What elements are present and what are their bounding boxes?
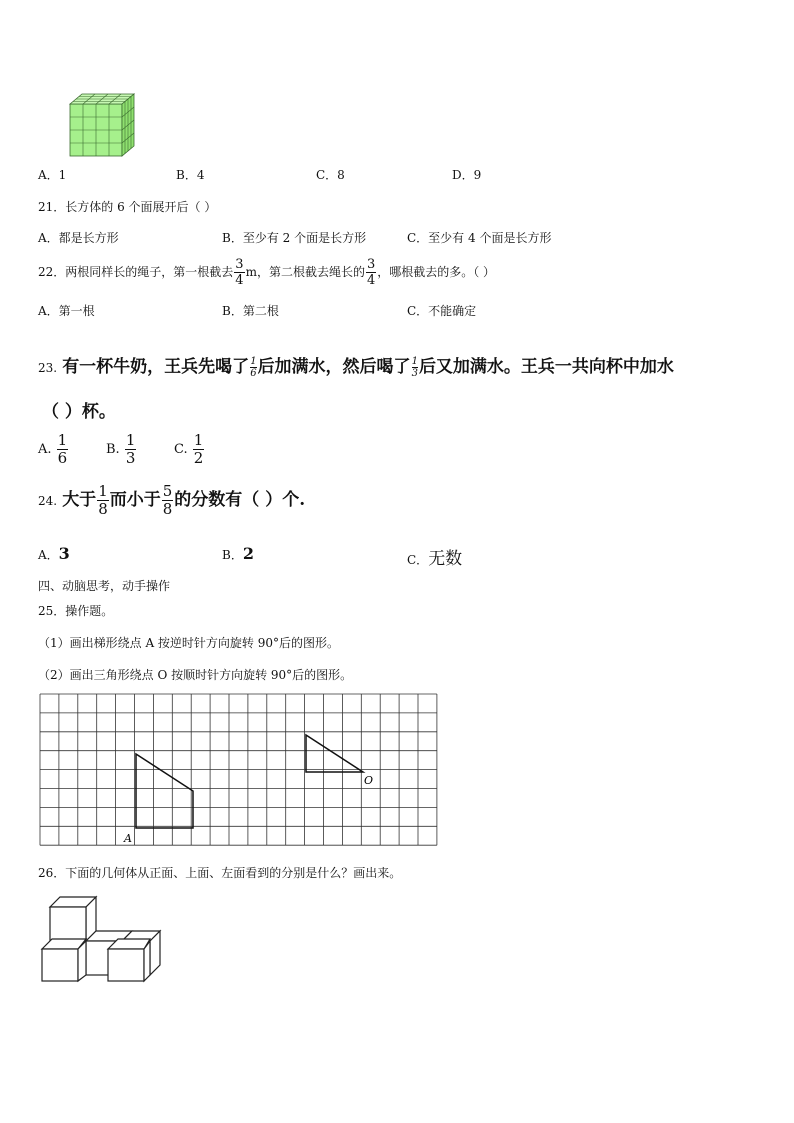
q20-option-a[interactable]: A．1	[38, 168, 67, 182]
q23-option-b[interactable]: B. $\frac{1}{3}$	[106, 431, 136, 467]
q23-fraction-2: $\frac{1}{3}$	[411, 356, 418, 379]
q24-option-b[interactable]: B．2	[222, 544, 254, 563]
q24-option-c[interactable]: C．无数	[407, 549, 463, 569]
q22-stem-part-b: m，第二根截去绳长的	[245, 265, 365, 279]
q24-fraction-2: $\frac{5}{8}$	[162, 482, 173, 518]
q26-stem: 26．下面的几何体从正面、上面、左面看到的分别是什么？画出来。	[38, 866, 402, 880]
q24-stem-part-c: 的分数有（ ）个.	[174, 490, 306, 510]
geometric-solid-figure	[40, 893, 165, 985]
q20-option-d[interactable]: D．9	[452, 168, 482, 182]
q21-stem: 21．长方体的 6 个面展开后（ ）	[38, 200, 217, 214]
q21-option-c[interactable]: C．至少有 4 个面是长方形	[407, 231, 552, 245]
q22-option-c[interactable]: C．不能确定	[407, 304, 477, 318]
q25-part1: （1）画出梯形绕点 A 按逆时针方向旋转 90°后的图形。	[38, 636, 340, 650]
q22-fraction-2: $\frac{3}{4}$	[366, 257, 376, 288]
grid-lines	[40, 694, 437, 845]
q24-number: 24.	[38, 494, 58, 508]
q23-stem-line2: （ ）杯。	[42, 402, 116, 422]
q23-option-a-fraction: $\frac{1}{6}$	[57, 431, 68, 467]
q22-option-b[interactable]: B．第二根	[222, 304, 279, 318]
q23-option-b-fraction: $\frac{1}{3}$	[125, 431, 136, 467]
q21-option-a[interactable]: A．都是长方形	[38, 231, 119, 245]
q24-fraction-1: $\frac{1}{8}$	[98, 482, 108, 518]
q25-stem: 25．操作题。	[38, 604, 114, 618]
q20-option-b[interactable]: B．4	[176, 168, 205, 182]
q23-option-c[interactable]: C. $\frac{1}{2}$	[174, 431, 204, 467]
q24-stem-part-a: 大于	[62, 490, 97, 510]
small-cubes-figure	[62, 90, 142, 160]
q22-stem	[38, 258, 495, 287]
point-a-label: A	[124, 832, 132, 845]
q23-option-a[interactable]: A. $\frac{1}{6}$	[38, 431, 68, 467]
q24-stem-part-b: 而小于	[109, 490, 161, 510]
triangle-shape	[306, 735, 363, 772]
q24-stem	[38, 484, 305, 517]
rotation-grid[interactable]	[40, 694, 440, 850]
q23-number: 23.	[38, 361, 58, 375]
trapezoid-shape	[136, 754, 193, 828]
q21-option-b[interactable]: B．至少有 2 个面是长方形	[222, 231, 367, 245]
q25-part2: （2）画出三角形绕点 O 按顺时针方向旋转 90°后的图形。	[38, 668, 353, 682]
q23-stem-part-a: 有一杯牛奶，王兵先喝了	[62, 357, 250, 377]
q23-stem-part-b: 后加满水，然后喝了	[257, 357, 411, 377]
q20-option-c[interactable]: C．8	[316, 168, 345, 182]
q22-stem-part-c: ，哪根截去的多。（ ）	[377, 265, 496, 279]
q24-option-a[interactable]: A．3	[38, 544, 70, 563]
q23-option-c-fraction: $\frac{1}{2}$	[193, 431, 204, 467]
point-o-label: O	[364, 774, 374, 787]
q23-stem	[38, 352, 674, 379]
section-title: 四、动脑思考，动手操作	[38, 579, 171, 593]
q23-fraction-1: $\frac{1}{6}$	[250, 356, 257, 379]
q23-stem-part-c: 后又加满水。王兵一共向杯中加水	[418, 357, 674, 377]
q22-stem-part-a: 22．两根同样长的绳子，第一根截去	[38, 265, 234, 279]
q22-option-a[interactable]: A．第一根	[38, 304, 95, 318]
q22-fraction-1: $\frac{3}{4}$	[235, 257, 244, 288]
